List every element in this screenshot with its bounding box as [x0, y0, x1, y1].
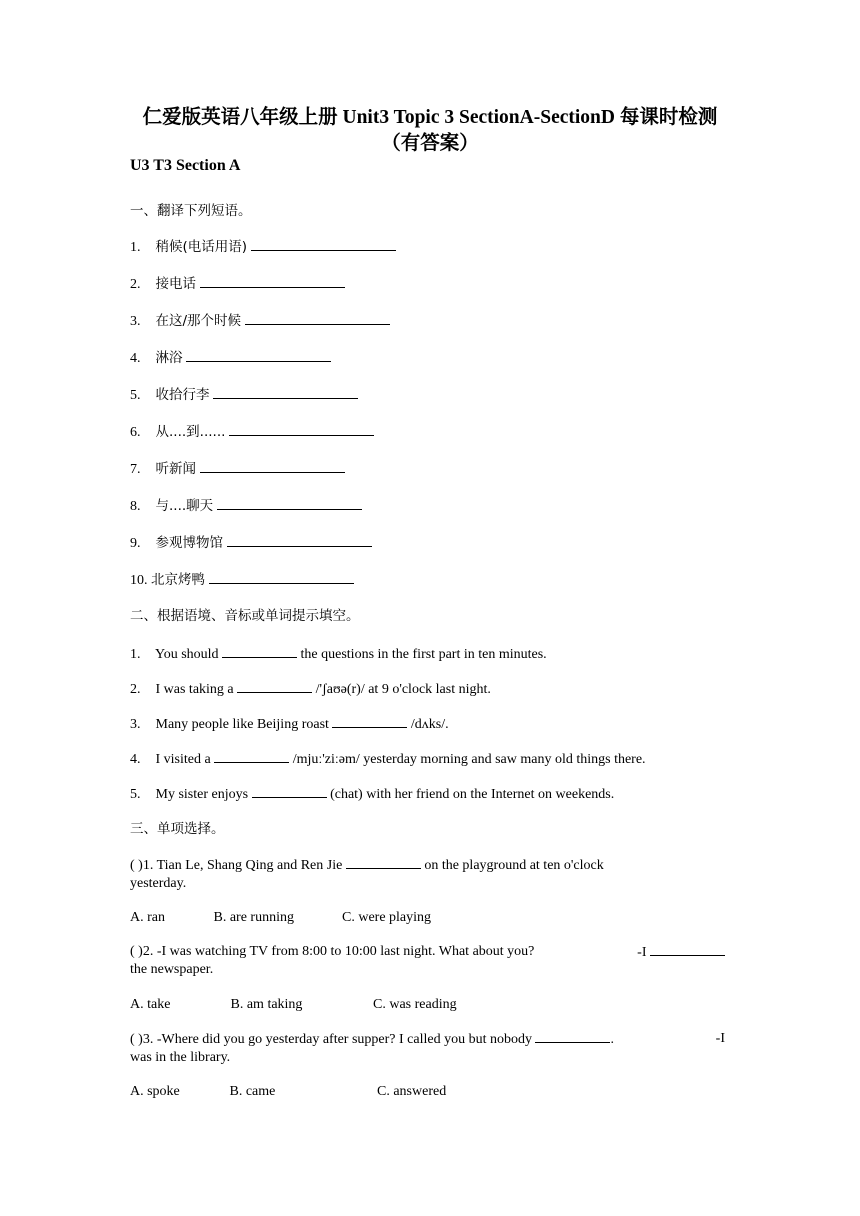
- list-item: 1. 稍候(电话用语): [130, 238, 396, 257]
- list-item: 2. 接电话: [130, 275, 345, 294]
- answer-blank[interactable]: [214, 750, 289, 763]
- question-2: ( )2. -I was watching TV from 8:00 to 10:00 last night. What about you? -I the newspaper.: [130, 943, 725, 979]
- list-item: 5. My sister enjoys (chat) with her friend on the Internet on weekends.: [130, 787, 615, 802]
- question-2-options: [130, 996, 457, 1014]
- title-line-2: （有答案）: [381, 133, 479, 154]
- answer-blank[interactable]: [245, 312, 390, 325]
- option-b[interactable]: B. am taking: [230, 997, 303, 1012]
- question-1-options: [130, 909, 431, 927]
- list-item: 2. I was taking a /'ʃaʊə(r)/ at 9 o'clock last night.: [130, 682, 491, 697]
- part2-heading: 二、根据语境、音标或单词提示填空。: [130, 608, 360, 624]
- question-1: ( )1. Tian Le, Shang Qing and Ren Jie on the playground at ten o'clock yesterday.: [130, 858, 604, 891]
- option-a[interactable]: A. take: [130, 997, 171, 1012]
- answer-blank[interactable]: [209, 571, 354, 584]
- part1-heading: 一、翻译下列短语。: [130, 203, 252, 219]
- option-c[interactable]: C. was reading: [373, 997, 457, 1012]
- answer-blank[interactable]: [186, 349, 331, 362]
- answer-blank[interactable]: [535, 1030, 610, 1043]
- answer-blank[interactable]: [227, 534, 372, 547]
- option-a[interactable]: A. spoke: [130, 1084, 180, 1099]
- option-c[interactable]: C. were playing: [342, 910, 432, 925]
- list-item: 7. 听新闻: [130, 460, 345, 479]
- answer-blank[interactable]: [346, 856, 421, 869]
- answer-blank[interactable]: [251, 238, 396, 251]
- section-title: U3 T3 Section A: [130, 157, 241, 174]
- part3-heading: 三、单项选择。: [130, 821, 225, 837]
- option-c[interactable]: C. answered: [377, 1084, 447, 1099]
- answer-blank[interactable]: [332, 715, 407, 728]
- list-item: 4. I visited a /mjuː'ziːəm/ yesterday morning and saw many old things there.: [130, 752, 646, 767]
- list-item: 10. 北京烤鸭: [130, 571, 354, 590]
- option-a[interactable]: A. ran: [130, 910, 165, 925]
- answer-blank[interactable]: [200, 275, 345, 288]
- answer-blank[interactable]: [650, 943, 725, 956]
- answer-blank[interactable]: [213, 386, 358, 399]
- answer-blank[interactable]: [237, 680, 312, 693]
- answer-blank[interactable]: [222, 645, 297, 658]
- title-line-1: 仁爱版英语八年级上册 Unit3 Topic 3 SectionA-SectionD 每课时检测: [142, 107, 718, 128]
- answer-blank[interactable]: [229, 423, 374, 436]
- list-item: 9. 参观博物馆: [130, 534, 372, 553]
- answer-blank[interactable]: [217, 497, 362, 510]
- list-item: 1. You should the questions in the first part in ten minutes.: [130, 647, 547, 662]
- document-title: [120, 105, 740, 157]
- list-item: 6. 从....到......: [130, 423, 374, 442]
- list-item: 4. 淋浴: [130, 349, 331, 368]
- question-3: ( )3. -Where did you go yesterday after supper? I called you but nobody . -I was in the library.: [130, 1031, 725, 1065]
- list-item: 3. Many people like Beijing roast /dʌks/.: [130, 717, 449, 732]
- option-b[interactable]: B. are running: [213, 910, 294, 925]
- list-item: 3. 在这/那个时候: [130, 312, 390, 331]
- list-item: 5. 收拾行李: [130, 386, 358, 405]
- question-3-options: [130, 1083, 446, 1101]
- answer-blank[interactable]: [200, 460, 345, 473]
- list-item: 8. 与....聊天: [130, 497, 362, 516]
- answer-blank[interactable]: [252, 785, 327, 798]
- option-b[interactable]: B. came: [229, 1084, 276, 1099]
